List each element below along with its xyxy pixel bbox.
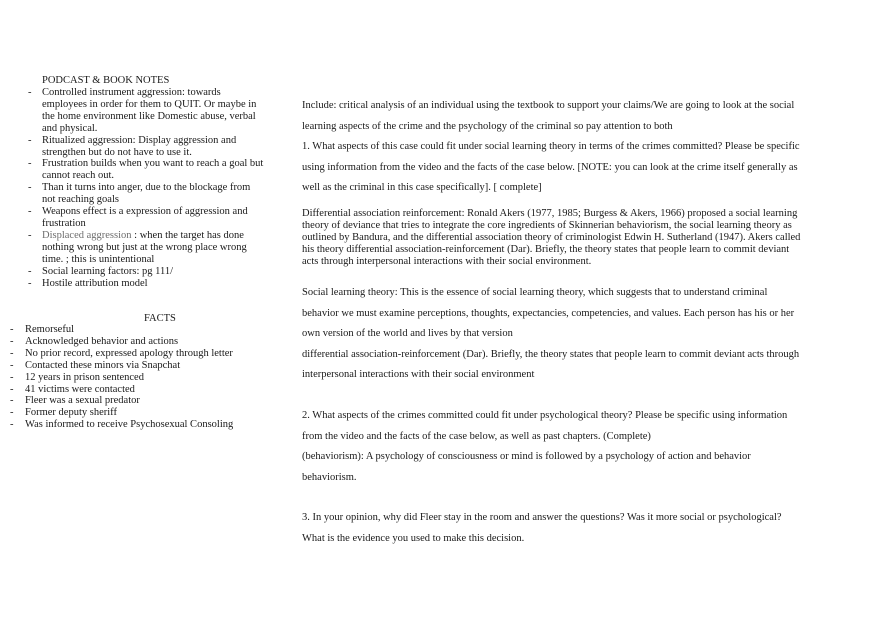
list-item: - Remorseful: [25, 324, 270, 336]
question-1: 1. What aspects of this case could fit under social learning theory in terms of the crimes committed? Please be specific using information from the video and the facts of the case below. [NOTE: you can look at the crime itself generally as well as the criminal in this case specifically]. [ complete]: [302, 141, 800, 194]
list-item: - 41 victims were contacted: [25, 384, 270, 396]
assignment-intro: Include: critical analysis of an individual using the textbook to support your claims/We are going to look at the social learning aspects of the crime and the psychology of the criminal so pay attention to both: [302, 100, 795, 132]
behaviorism-paragraph: (behaviorism): A psychology of consciousness or mind is followed by a psychology of action and behavior behaviorism.: [302, 451, 751, 483]
displaced-aggression-definition: : when the target has done nothing wrong but just at the wrong place wrong time. ; this is unintentional: [42, 229, 247, 265]
list-item: - Controlled instrument aggression: towards employees in order for them to QUIT. Or maybe in the home environment like Domestic abuse, verbal and physical.: [42, 87, 264, 135]
podcast-notes-heading: PODCAST & BOOK NOTES: [42, 75, 170, 86]
list-item: - No prior record, expressed apology through letter: [25, 348, 270, 360]
list-item: - Than it turns into anger, due to the blockage from not reaching goals: [42, 182, 264, 206]
list-item: - Contacted these minors via Snapchat: [25, 360, 270, 372]
question-2: 2. What aspects of the crimes committed could fit under psychological theory? Please be specific using information from the video and the facts of the case below, as well as past chapters. (Complete): [302, 409, 788, 442]
list-item: - Acknowledged behavior and actions: [25, 336, 270, 348]
facts-list: [25, 324, 270, 431]
dar-paragraph: Differential association reinforcement: Ronald Akers (1977, 1985; Burgess & Akers, 1966) proposed a social learning theory of deviance that tries to integrate the core ingredients of Skinnerian behaviorism, the social learning theory as outlined by Bandura, and the differential association theory of criminologist Edwin H. Sutherland (1947). Akers called his theory differential association-reinforcement (Dar). Briefly, the theory states that people learn to commit deviant acts through interpersonal interactions with their social environment.: [302, 207, 801, 267]
list-item: - Ritualized aggression: Display aggression and strengthen but do not have to use it.: [42, 135, 264, 159]
assignment-column: [302, 96, 802, 550]
list-item: - Was informed to receive Psychosexual Consoling: [25, 419, 270, 431]
podcast-notes-list: [42, 87, 264, 289]
list-item: - Former deputy sheriff: [25, 407, 270, 419]
displaced-aggression-term: Displaced aggression: [42, 229, 132, 241]
question-3: 3. In your opinion, why did Fleer stay in the room and answer the questions? Was it more social or psychological? What is the evidence you used to make this decision.: [302, 512, 782, 544]
list-item: - Social learning factors: pg 111/: [42, 266, 264, 278]
list-item: - 12 years in prison sentenced: [25, 372, 270, 384]
list-item: - Hostile attribution model: [42, 278, 264, 290]
social-learning-paragraph: Social learning theory: This is the essence of social learning theory, which suggests that to understand criminal behavior we must examine perceptions, thoughts, expectancies, competencies, and values. Each person has his or her own version of the world and lives by that version: [302, 286, 795, 340]
facts-heading: FACTS: [144, 313, 176, 324]
list-item: - Frustration builds when you want to reach a goal but cannot reach out.: [42, 158, 264, 182]
dar-repeat-paragraph: differential association-reinforcement (Dar). Briefly, the theory states that people learn to commit deviant acts through interpersonal interactions with their social environment: [302, 348, 800, 381]
list-item-displaced-aggression: [42, 230, 264, 266]
list-item: - Weapons effect is a expression of aggression and frustration: [42, 206, 264, 230]
list-item: - Fleer was a sexual predator: [25, 395, 270, 407]
